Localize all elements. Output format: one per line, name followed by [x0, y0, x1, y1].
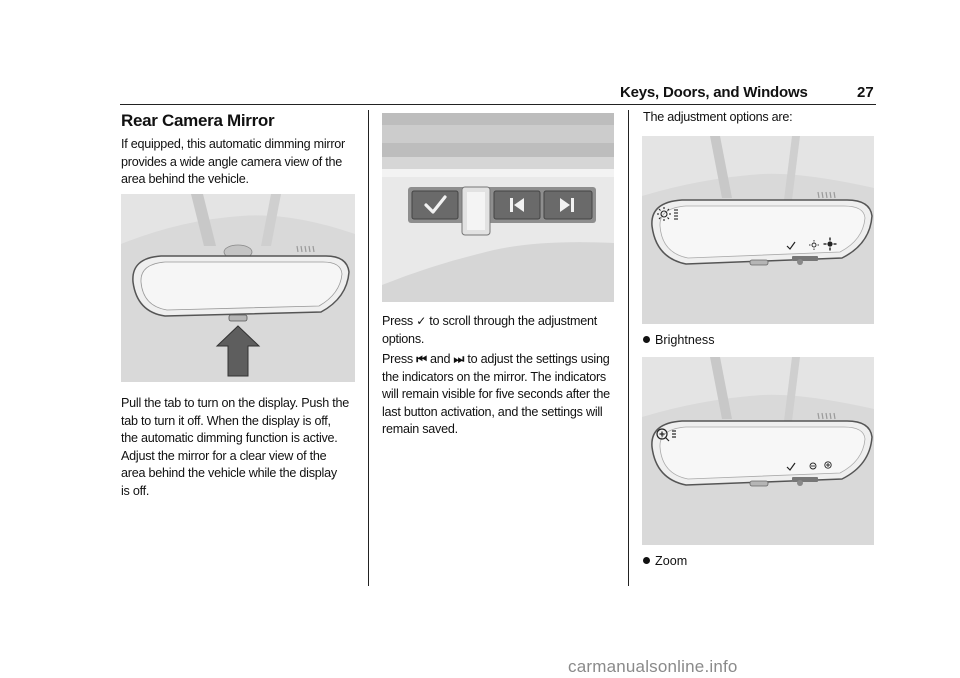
skip-forward-icon: ⏭ — [453, 352, 465, 366]
text-line: is off. — [121, 483, 150, 498]
text-line: Adjust the mirror for a clear view of the — [121, 448, 327, 463]
mirror-tab-figure — [121, 194, 355, 382]
checkmark-button-illustration — [412, 191, 458, 219]
intro-paragraph — [121, 136, 361, 189]
text-fragment: Press — [382, 352, 413, 366]
bullet-dot — [643, 557, 650, 564]
text-fragment: to scroll through the adjustment — [429, 314, 597, 328]
section-header: Keys, Doors, and Windows — [620, 84, 808, 101]
section-title: Rear Camera Mirror — [121, 111, 275, 130]
list-item — [643, 333, 715, 347]
watermark: carmanualsonline.info — [568, 657, 738, 676]
text-line: area behind the vehicle. — [121, 172, 249, 186]
text-line: last button activation, and the settings will — [382, 404, 603, 419]
text-line: Pull the tab to turn on the display. Push the — [121, 396, 349, 410]
page-number: 27 — [857, 84, 874, 101]
mirror-buttons-figure — [382, 113, 614, 302]
text-fragment: and — [430, 352, 451, 366]
skip-back-icon: ⏮ — [416, 352, 427, 366]
list-item-label: Brightness — [655, 333, 715, 347]
press-check-paragraph — [382, 313, 622, 348]
checkmark-icon: ✓ — [416, 314, 427, 328]
list-item — [643, 554, 687, 568]
text-line: options. — [382, 331, 425, 346]
text-line: tab to turn it off. When the display is off, — [121, 413, 331, 428]
list-item-label: Zoom — [655, 554, 688, 568]
instruction-paragraph — [121, 395, 361, 500]
text-line: provides a wide angle camera view of the — [121, 154, 343, 169]
press-adjust-paragraph — [382, 351, 622, 439]
text-line: will remain visible for five seconds after the — [382, 387, 610, 401]
column-divider — [628, 110, 629, 586]
column-divider — [368, 110, 369, 586]
text-line — [382, 313, 622, 331]
bullet-dot — [643, 336, 650, 343]
header-rule — [120, 104, 876, 105]
text-line: area behind the vehicle while the display — [121, 466, 337, 480]
zoom-mirror-figure — [642, 357, 874, 545]
text-line: the indicators on the mirror. The indicators — [382, 369, 606, 384]
text-line: the automatic dimming function is active. — [121, 431, 338, 445]
text-line: remain saved. — [382, 422, 458, 436]
text-line: If equipped, this automatic dimming mirror — [121, 137, 345, 151]
skip-forward-button-illustration — [544, 191, 592, 219]
text-fragment: to adjust the settings using — [467, 352, 610, 366]
text-line — [382, 351, 622, 369]
brightness-mirror-figure — [642, 136, 874, 324]
options-intro: The adjustment options are: — [643, 110, 793, 124]
text-fragment: Press — [382, 314, 413, 328]
skip-back-button-illustration — [494, 191, 540, 219]
